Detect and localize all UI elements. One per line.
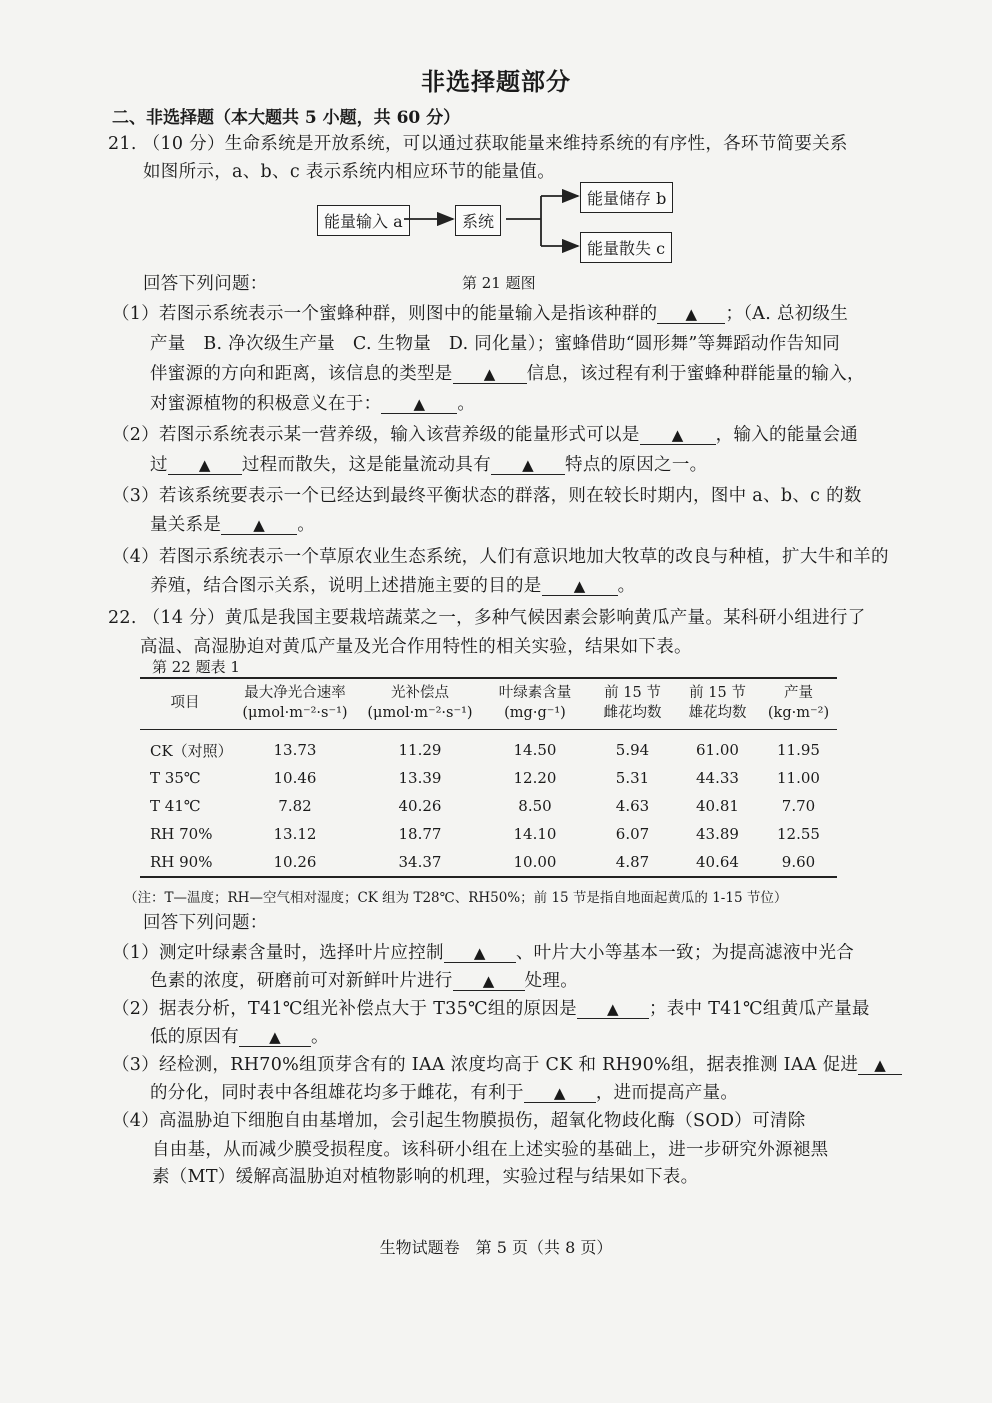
answer-blank[interactable]: ▲: [858, 1057, 902, 1075]
answer-blank[interactable]: ▲: [657, 306, 725, 324]
table-cell: 14.50: [513, 741, 557, 759]
answer-blank[interactable]: ▲: [577, 1001, 649, 1019]
table-cell: 12.55: [777, 825, 820, 843]
table-cell: 7.70: [781, 797, 816, 815]
table-row: [140, 764, 837, 792]
table-cell: 18.77: [398, 825, 442, 843]
table-cell: 4.63: [615, 797, 650, 815]
answer-blank[interactable]: ▲: [444, 945, 516, 963]
table-cell: 44.33: [696, 769, 739, 787]
table-cell: 11.29: [398, 741, 442, 759]
table-cell: 13.39: [398, 769, 442, 787]
table-cell-label: RH 90%: [150, 853, 213, 871]
q21-p1-line-3: 伴蜜源的方向和距离，该信息的类型是 ▲ 信息，该过程有利于蜜蜂种群能量的输入，: [150, 364, 865, 384]
table-cell: 40.64: [696, 853, 739, 871]
table-cell: 7.82: [278, 797, 312, 815]
answer-blank[interactable]: ▲: [239, 1029, 311, 1047]
q22-table-caption: 第 22 题表 1: [152, 658, 240, 676]
table-cell: 10.00: [513, 853, 557, 871]
q22-intro-text-1: （14 分）黄瓜是我国主要栽培蔬菜之一，多种气候因素会影响黄瓜产量。某科研小组进行了: [142, 608, 866, 628]
q22-p4-line-1: （4）高温胁迫下细胞自由基增加，会引起生物膜损伤，超氧化物歧化酶（SOD）可清除: [112, 1111, 806, 1131]
q21-answer-prompt: 回答下列问题：: [143, 274, 268, 294]
q21-p1-line-1: （1）若图示系统表示一个蜜蜂种群，则图中的能量输入是指该种群的 ▲ ；（A. 总初级生: [112, 304, 849, 324]
q22-p1-line-1: （1）测定叶绿素含量时，选择叶片应控制 ▲ 、叶片大小等基本一致；为提高滤液中光合: [112, 943, 855, 963]
table-cell: 4.87: [615, 853, 650, 871]
diagram-arrows: [0, 0, 992, 300]
page-title: 非选择题部分: [421, 67, 571, 96]
table-header-cell: 叶绿素含量 (mg·g⁻¹): [498, 685, 572, 721]
q22-intro-line-2: 高温、高湿胁迫对黄瓜产量及光合作用特性的相关实验，结果如下表。: [140, 637, 692, 657]
answer-blank[interactable]: ▲: [524, 1085, 596, 1103]
q22-p1-line-2: 色素的浓度，研磨前可对新鲜叶片进行 ▲ 处理。: [150, 971, 579, 991]
q21-intro-line-2: 如图所示，a、b、c 表示系统内相应环节的能量值。: [143, 162, 555, 182]
table-header-cell: 项目: [170, 695, 200, 711]
table-cell-label: RH 70%: [150, 825, 213, 843]
table-cell: 10.46: [273, 769, 317, 787]
q21-p3-line-1: （3）若该系统要表示一个已经达到最终平衡状态的群落，则在较长时期内，图中 a、b、c 的数: [112, 486, 862, 506]
table-header-cell: 光补偿点 (μmol·m⁻²·s⁻¹): [367, 685, 473, 721]
q21-p4-line-2: 养殖，结合图示关系，说明上述措施主要的目的是 ▲ 。: [150, 576, 636, 596]
answer-blank[interactable]: ▲: [221, 517, 297, 535]
q22-p4-line-3: 素（MT）缓解高温胁迫对植物影响的机理，实验过程与结果如下表。: [152, 1167, 699, 1187]
table-row: [140, 792, 837, 820]
table-header-row: [140, 678, 837, 730]
table-cell: 13.12: [273, 825, 317, 843]
table-cell: 5.94: [615, 741, 650, 759]
q22-table-note: （注：T—温度；RH—空气相对湿度；CK 组为 T28℃、RH50%；前 15 节是指自地面起黄瓜的 1-15 节位）: [124, 890, 788, 906]
table-cell: 6.07: [615, 825, 650, 843]
q21-diagram-caption: 第 21 题图: [462, 274, 536, 292]
table-cell: 40.81: [696, 797, 739, 815]
table-cell: 9.60: [781, 853, 816, 871]
diagram-box-input: 能量输入 a: [317, 205, 410, 236]
table-cell-label: T 35℃: [150, 769, 201, 787]
q22-number: 22.: [108, 608, 137, 628]
table-cell: 40.26: [398, 797, 442, 815]
table-header-cell: 产量 (kg·m⁻²): [767, 685, 830, 721]
answer-blank[interactable]: ▲: [168, 457, 242, 475]
q21-intro-text-1: （10 分）生命系统是开放系统，可以通过获取能量来维持系统的有序性，各环节简要关系: [142, 134, 848, 154]
q22-intro-line-1: [108, 604, 866, 629]
table-cell: 43.89: [696, 825, 739, 843]
q22-p3-line-2: 的分化，同时表中各组雄花均多于雌花，有利于 ▲ ，进而提高产量。: [150, 1083, 739, 1103]
table-cell-label: T 41℃: [150, 797, 201, 815]
table-cell: 11.95: [777, 741, 820, 759]
q22-p4-line-2: 自由基，从而减少膜受损程度。该科研小组在上述实验的基础上，进一步研究外源褪黑: [152, 1140, 829, 1160]
table-row: [140, 820, 837, 848]
table-header-cell: 最大净光合速率 (μmol·m⁻²·s⁻¹): [242, 685, 348, 721]
q21-p1-line-2: 产量 B. 净次级生产量 C. 生物量 D. 同化量）；蜜蜂借助“圆形舞”等舞蹈动作告知同: [150, 334, 841, 354]
table-cell: 12.20: [513, 769, 557, 787]
q21-number: 21.: [108, 134, 137, 154]
table-cell: 8.50: [518, 797, 552, 815]
diagram-box-system: 系统: [455, 205, 501, 236]
table-cell: 5.31: [615, 769, 650, 787]
table-cell: 10.26: [273, 853, 317, 871]
table-header-cell: 前 15 节 雌花均数: [603, 685, 662, 721]
diagram-box-loss: 能量散失 c: [580, 232, 672, 263]
table-cell: 11.00: [777, 769, 820, 787]
q22-p2-line-2: 低的原因有 ▲ 。: [150, 1027, 329, 1047]
q22-p3-line-1: （3）经检测，RH70%组顶芽含有的 IAA 浓度均高于 CK 和 RH90%组，据表推测 IAA 促进 ▲: [112, 1051, 902, 1076]
table-cell-label: CK（对照）: [150, 741, 233, 760]
table-cell: 13.73: [273, 741, 317, 759]
answer-blank[interactable]: ▲: [542, 578, 618, 596]
q22-data-table: [140, 677, 837, 878]
q21-p3-line-2: 量关系是 ▲ 。: [150, 515, 316, 535]
q21-p2-line-1: （2）若图示系统表示某一营养级，输入该营养级的能量形式可以是 ▲ ，输入的能量会通: [112, 425, 859, 445]
q21-p2-line-2: 过 ▲ 过程而散失，这是能量流动具有 ▲ 特点的原因之一。: [150, 455, 708, 475]
page-footer: 生物试题卷 第 5 页（共 8 页）: [379, 1238, 613, 1257]
answer-blank[interactable]: ▲: [640, 427, 716, 445]
section-header: 二、非选择题（本大题共 5 小题，共 60 分）: [112, 108, 461, 128]
table-header-cell: 前 15 节 雄花均数: [688, 685, 747, 721]
table-cell: 14.10: [513, 825, 557, 843]
q21-p4-line-1: （4）若图示系统表示一个草原农业生态系统，人们有意识地加大牧草的改良与种植，扩大牛和羊的: [112, 547, 889, 567]
table-cell: 34.37: [398, 853, 442, 871]
answer-blank[interactable]: ▲: [381, 396, 457, 414]
q22-p2-line-1: （2）据表分析，T41℃组光补偿点大于 T35℃组的原因是 ▲ ；表中 T41℃组黄瓜产量最: [112, 999, 870, 1019]
q21-p1-line-4: 对蜜源植物的积极意义在于： ▲ 。: [150, 394, 476, 414]
answer-blank[interactable]: ▲: [453, 366, 527, 384]
table-row: [140, 730, 837, 765]
answer-blank[interactable]: ▲: [453, 973, 525, 991]
diagram-box-storage: 能量储存 b: [580, 182, 673, 213]
table-cell: 61.00: [696, 741, 739, 759]
answer-blank[interactable]: ▲: [491, 457, 565, 475]
q22-answer-prompt: 回答下列问题：: [143, 913, 268, 933]
table-row: [140, 848, 837, 877]
